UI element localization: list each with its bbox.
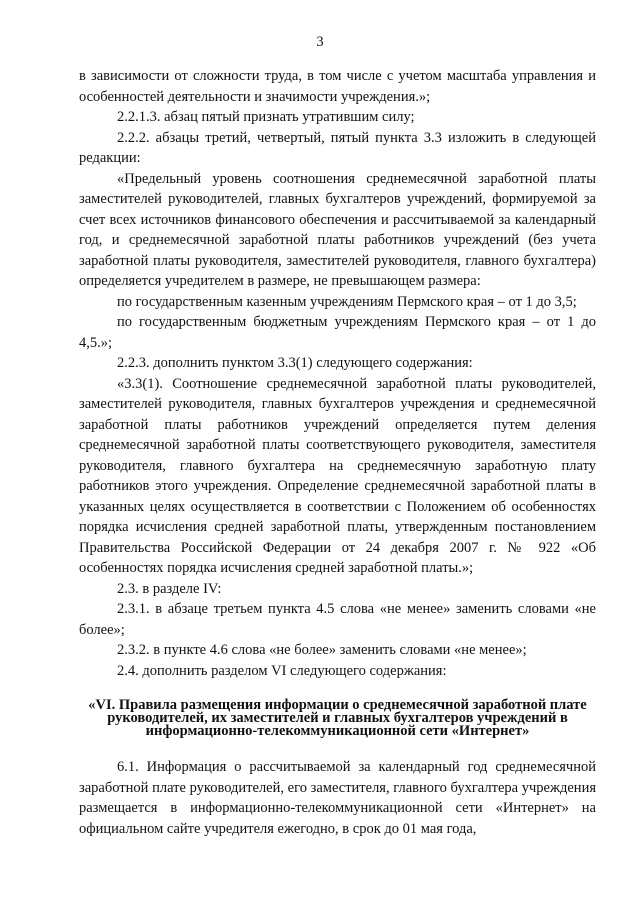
paragraph-2-2-2: 2.2.2. абзацы третий, четвертый, пятый пункта 3.3 изложить в следующей редакции: [79, 129, 596, 166]
paragraph-2-2-3: 2.2.3. дополнить пунктом 3.3(1) следующего содержания: [117, 355, 473, 371]
document-body [79, 66, 596, 839]
section-heading: «VI. Правила размещения информации о среднемесячной заработной плате руководителей, их заместителей и главных бухгалтеров учреждений в информационно-телекоммуникационной сети «Интернет» [88, 697, 587, 739]
paragraph-limit-ratio: «Предельный уровень соотношения среднемесячной заработной платы заместителей руководителей, главных бухгалтеров учреждений, формируемой за счет всех источников финансового обеспечения и рассчитываемой за календарный год, и среднемесячной заработной платы работников учреждений (без учета заработной платы руководителя, заместителей руководителя, главного бухгалтера) определяется учредителем в размере, не превышающем размера: [79, 170, 596, 289]
paragraph-2-3-2: 2.3.2. в пункте 4.6 слова «не более» заменить словами «не менее»; [117, 642, 527, 658]
paragraph-2-2-1-3: 2.2.1.3. абзац пятый признать утратившим силу; [117, 109, 415, 125]
paragraph-2-3-1: 2.3.1. в абзаце третьем пункта 4.5 слова «не менее» заменить словами «не более»; [79, 601, 596, 638]
paragraph-budget-institutions: по государственным бюджетным учреждениям Пермского края – от 1 до 4,5.»; [79, 314, 596, 351]
paragraph-2-3: 2.3. в разделе IV: [117, 580, 222, 597]
page-number: 3 [316, 34, 324, 50]
paragraph-3-3-1: «3.3(1). Соотношение среднемесячной заработной платы руководителей, заместителей руководителя, главных бухгалтеров учреждения и среднемесячной заработной платы работников учреждений определяется путем деления среднемесячной заработной платы соответствующего руководителя, заместителя руководителя, главного бухгалтера на среднемесячную заработную плату работников этого учреждения. Определение среднемесячной заработной платы в указанных целях осуществляется в соответствии с Положением об особенностях порядка исчисления средней заработной платы, утвержденным постановлением Правительства Российской Федерации от 24 декабря 2007 г. № 922 «Об особенностях порядка исчисления средней заработной платы.»; [79, 375, 596, 576]
paragraph-continuation: в зависимости от сложности труда, в том числе с учетом масштаба управления и особенностей деятельности и значимости учреждения.»; [79, 68, 596, 105]
paragraph-6-1: 6.1. Информация о рассчитываемой за календарный год среднемесячной заработной плате руководителей, его заместителя, главного бухгалтера учреждения размещается в информационно-телекоммуникационной сети «Интернет» на официальном сайте учредителя ежегодно, в срок до 01 мая года, [79, 759, 596, 837]
paragraph-2-4: 2.4. дополнить разделом VI следующего содержания: [117, 662, 447, 679]
paragraph-state-institutions: по государственным казенным учреждениям Пермского края – от 1 до 3,5; [117, 293, 577, 310]
